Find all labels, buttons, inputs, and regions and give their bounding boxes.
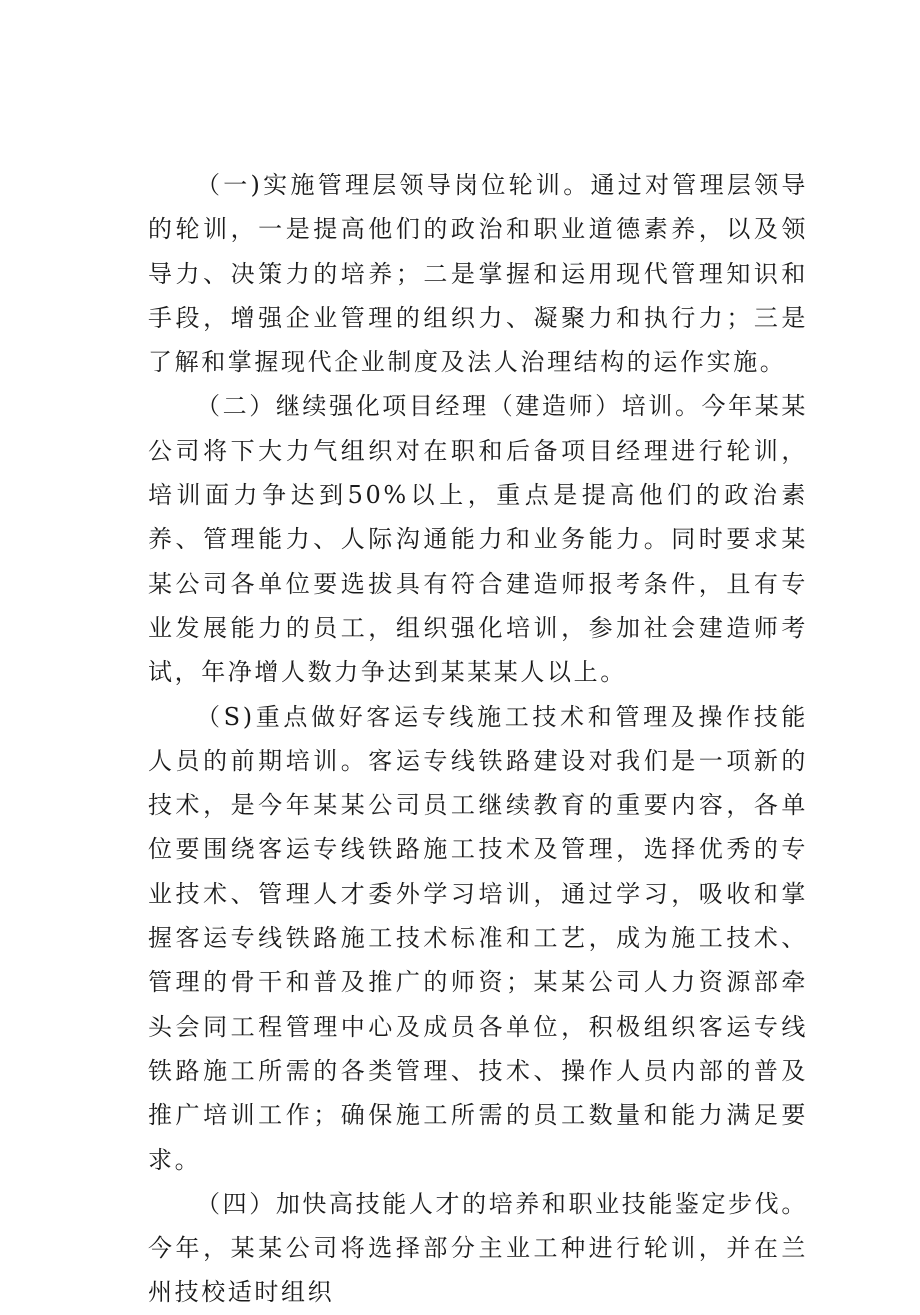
paragraph-project-manager-training: （二）继续强化项目经理（建造师）培训。今年某某公司将下大力气组织对在职和后备项目经理进行轮训，培训面力争达到50%以上，重点是提高他们的政治素养、管理能力、人际沟通能力和业务能力。同时要求某某公司各单位要选拔具有符合建造师报考条件，且有专业发展能力的员工，组织强化培训，参加社会建造师考试，年净增人数力争达到某某某人以上。 xyxy=(148,392,808,687)
paragraph-high-skill-talent: （四）加快高技能人才的培养和职业技能鉴定步伐。今年，某某公司将选择部分主业工种进行轮训，并在兰州技校适时组织 xyxy=(148,1189,808,1307)
paragraph-passenger-line-training: （S)重点做好客运专线施工技术和管理及操作技能人员的前期培训。客运专线铁路建设对我们是一项新的技术，是今年某某公司员工继续教育的重要内容，各单位要围绕客运专线铁路施工技术及管理，选择优秀的专业技术、管理人才委外学习培训，通过学习，吸收和掌握客运专线铁路施工技术标准和工艺，成为施工技术、管理的骨干和普及推广的师资；某某公司人力资源部牵头会同工程管理中心及成员各单位，积极组织客运专线铁路施工所需的各类管理、技术、操作人员内部的普及推广培训工作；确保施工所需的员工数量和能力满足要求。 xyxy=(148,702,808,1174)
document-body xyxy=(148,163,808,1315)
paragraph-management-rotation-training: （一)实施管理层领导岗位轮训。通过对管理层领导的轮训，一是提高他们的政治和职业道德素养，以及领导力、决策力的培养；二是掌握和运用现代管理知识和手段，增强企业管理的组织力、凝聚力和执行力；三是了解和掌握现代企业制度及法人治理结构的运作实施。 xyxy=(148,171,808,377)
